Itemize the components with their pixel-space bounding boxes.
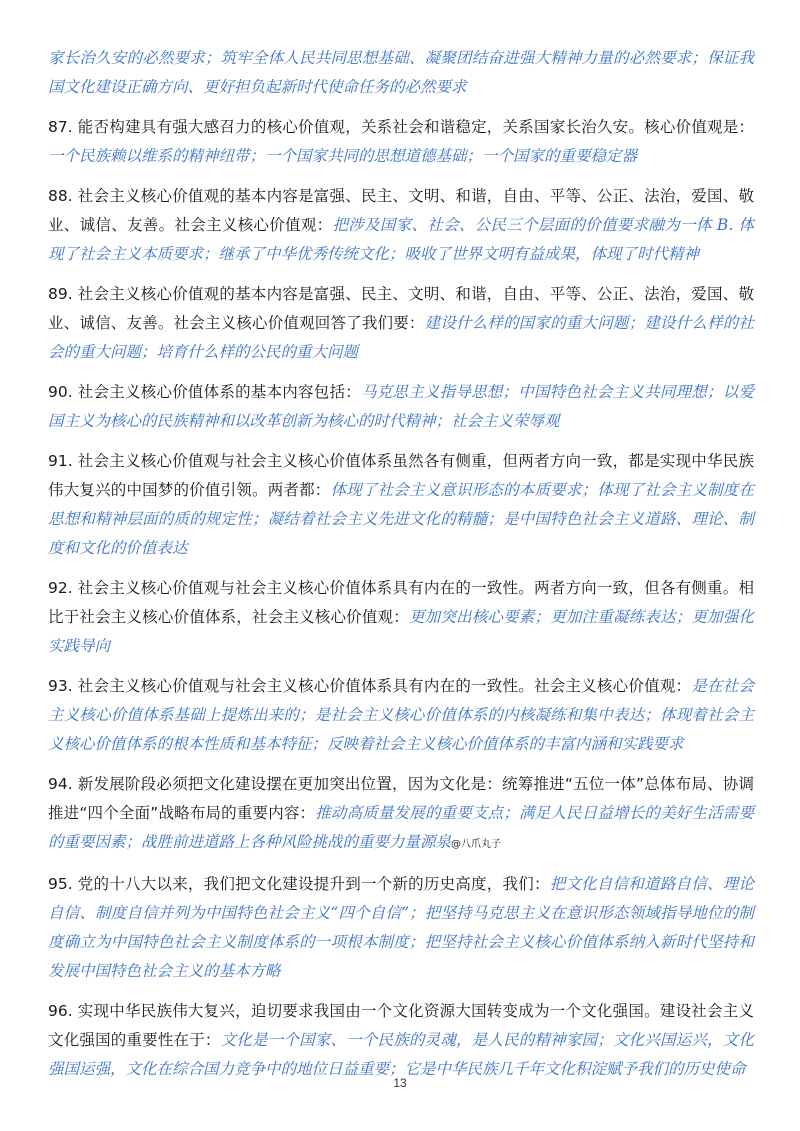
answer-text: 马克思主义指导思想；中国特色社会主义共同理想；以爱国主义为核心的民族精神和以改革创新为核心的时代精神；社会主义荣辱观	[48, 383, 754, 430]
answer-text: 把文化自信和道路自信、理论自信、制度自信并列为中国特色社会主义“四个自信”；把坚持马克思主义在意识形态领域指导地位的制度确立为中国特色社会主义制度体系的一项根本制度；把坚持社会主义核心价值体系纳入新时代坚持和发展中国特色社会主义的基本方略	[48, 875, 754, 980]
answer-text: 是在社会主义核心价值体系基础上提炼出来的；是社会主义核心价值体系的内核凝练和集中表达；体现着社会主义核心价值体系的根本性质和基本特征；反映着社会主义核心价值体系的丰富内涵和实践要求	[48, 677, 754, 753]
answer-text: 一个民族赖以维系的精神纽带；一个国家共同的思想道德基础；一个国家的重要稳定器	[48, 147, 638, 165]
qa-item-93	[48, 672, 754, 759]
qa-item-continued	[48, 44, 754, 102]
qa-item-88	[48, 182, 754, 269]
qa-item-94	[48, 770, 754, 859]
question-text: 91. 社会主义核心价值观与社会主义核心价值体系虽然各有侧重，但两者方向一致，都是实现中华民族伟大复兴的中国梦的价值引领。两者都：	[48, 452, 754, 499]
answer-text: 更加突出核心要素；更加注重凝练表达；更加强化实践导向	[48, 608, 754, 655]
qa-item-95	[48, 870, 754, 986]
watermark-text: @八爪丸子	[451, 839, 502, 850]
question-text: 95. 党的十八大以来，我们把文化建设提升到一个新的历史高度，我们：	[48, 875, 550, 893]
question-text: 94. 新发展阶段必须把文化建设摆在更加突出位置，因为文化是：统筹推进“五位一体”总体布局、协调推进“四个全面”战略布局的重要内容：	[48, 775, 754, 822]
answer-text: 家长治久安的必然要求；筑牢全体人民共同思想基础、凝聚团结奋进强大精神力量的必然要求；保证我国文化建设正确方向、更好担负起新时代使命任务的必然要求	[48, 49, 754, 96]
answer-text: 把涉及国家、社会、公民三个层面的价值要求融为一体 B. 体现了社会主义本质要求；继承了中华优秀传统文化；吸收了世界文明有益成果，体现了时代精神	[48, 216, 754, 263]
qa-item-89	[48, 280, 754, 367]
qa-item-96	[48, 997, 754, 1084]
question-text: 90. 社会主义核心价值体系的基本内容包括：	[48, 383, 361, 401]
answer-text: 文化是一个国家、一个民族的灵魂，是人民的精神家园；文化兴国运兴，文化强国运强，文化在综合国力竞争中的地位日益重要；它是中华民族几千年文化积淀赋予我们的历史使命	[48, 1031, 754, 1078]
question-text: 88. 社会主义核心价值观的基本内容是富强、民主、文明、和谐，自由、平等、公正、法治，爱国、敬业、诚信、友善。社会主义核心价值观：	[48, 187, 754, 234]
answer-text: 推动高质量发展的重要支点；满足人民日益增长的美好生活需要的重要因素；战胜前进道路上各种风险挑战的重要力量源泉	[48, 804, 754, 851]
qa-item-87	[48, 113, 754, 171]
question-text: 93. 社会主义核心价值观与社会主义核心价值体系具有内在的一致性。社会主义核心价值观：	[48, 677, 692, 695]
question-text: 89. 社会主义核心价值观的基本内容是富强、民主、文明、和谐，自由、平等、公正、法治，爱国、敬业、诚信、友善。社会主义核心价值观回答了我们要：	[48, 285, 754, 332]
answer-text: 体现了社会主义意识形态的本质要求；体现了社会主义制度在思想和精神层面的质的规定性；凝结着社会主义先进文化的精髓；是中国特色社会主义道路、理论、制度和文化的价值表达	[48, 481, 754, 557]
question-text: 96. 实现中华民族伟大复兴，迫切要求我国由一个文化资源大国转变成为一个文化强国。建设社会主义文化强国的重要性在于：	[48, 1002, 754, 1049]
answer-text: 建设什么样的国家的重大问题；建设什么样的社会的重大问题；培育什么样的公民的重大问题	[48, 314, 754, 361]
question-text: 87. 能否构建具有强大感召力的核心价值观，关系社会和谐稳定，关系国家长治久安。核心价值观是：	[48, 118, 754, 136]
qa-item-92	[48, 574, 754, 661]
page-number: 13	[393, 1076, 407, 1090]
qa-item-91	[48, 447, 754, 563]
qa-item-90	[48, 378, 754, 436]
question-text: 92. 社会主义核心价值观与社会主义核心价值体系具有内在的一致性。两者方向一致，但各有侧重。相比于社会主义核心价值体系，社会主义核心价值观：	[48, 579, 754, 626]
